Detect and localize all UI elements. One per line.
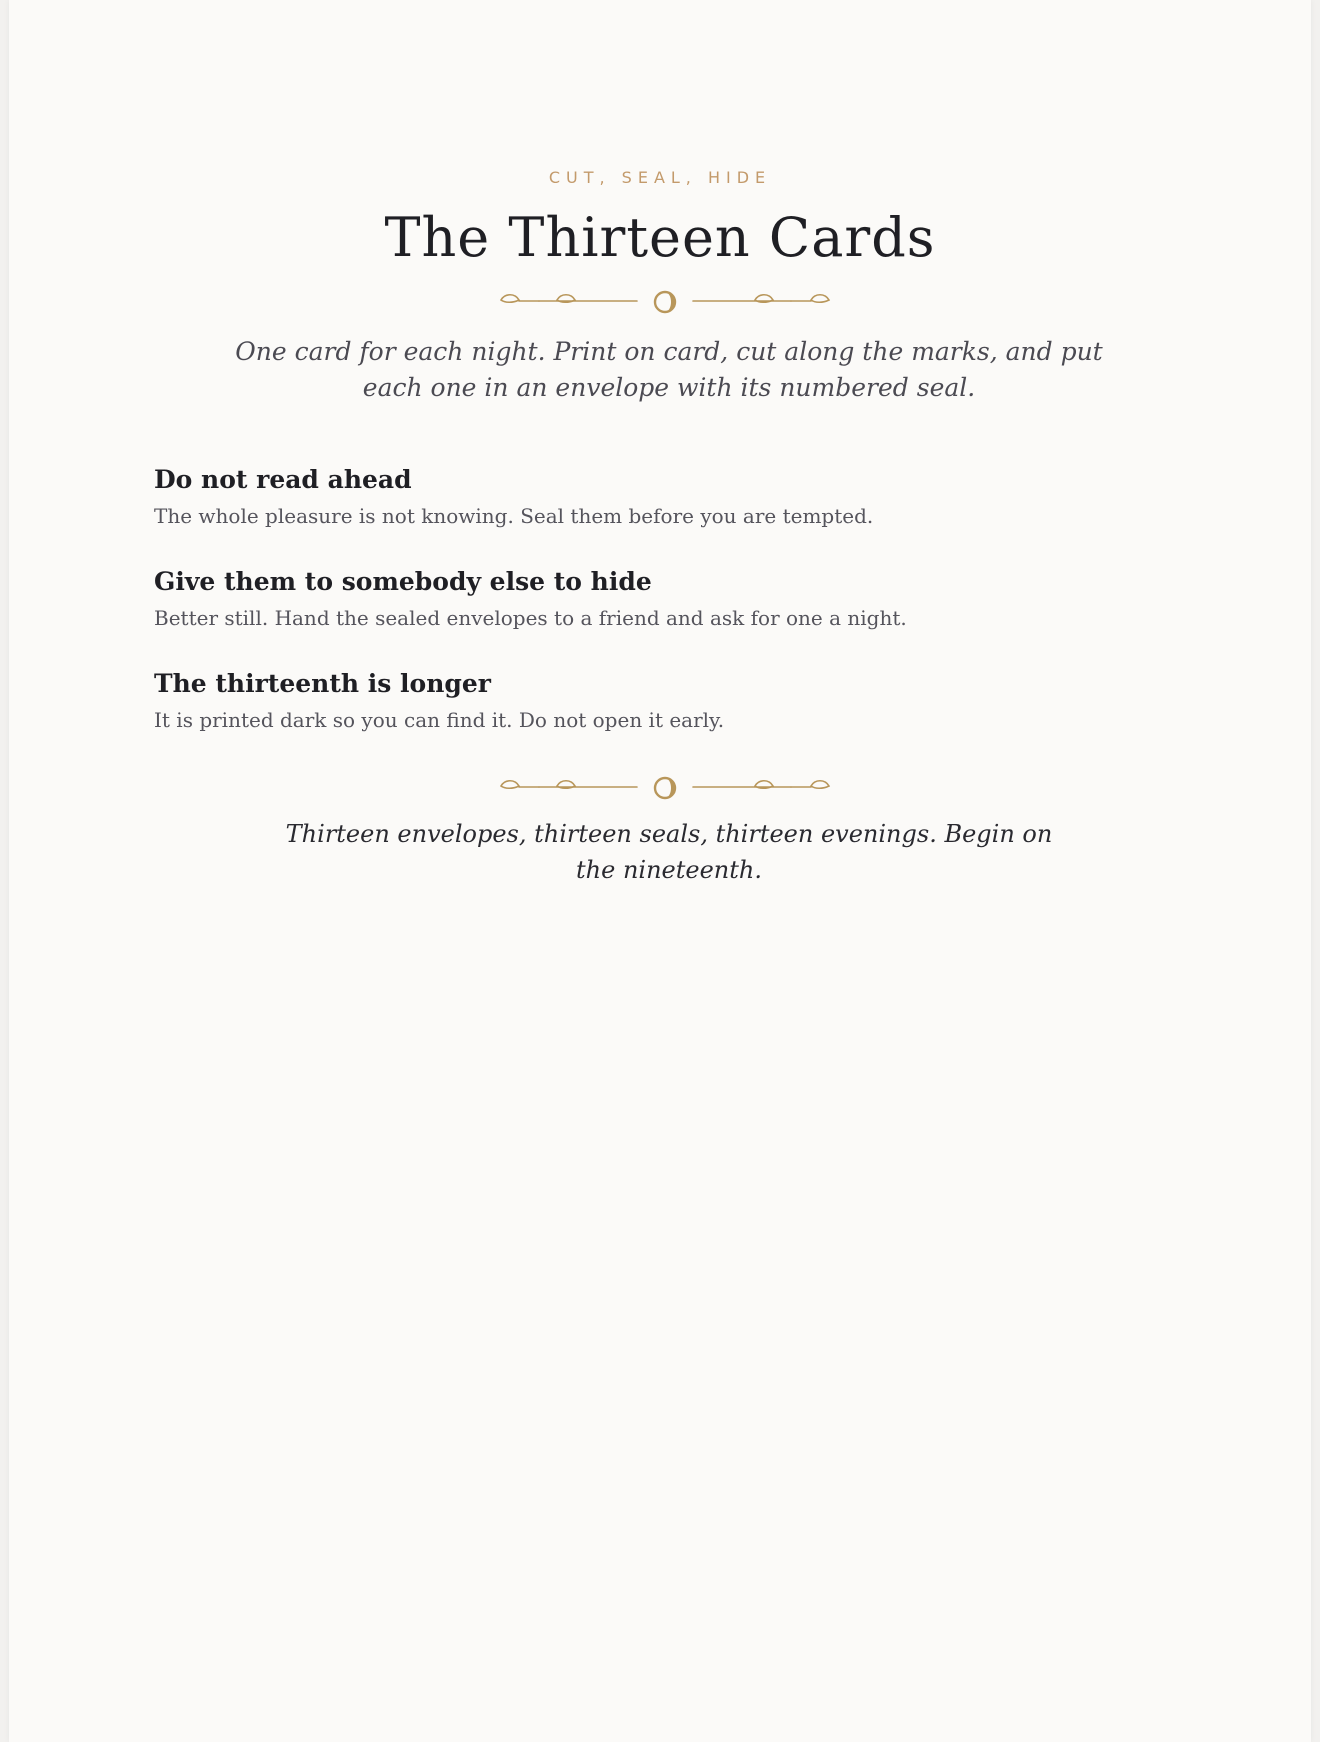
section-body: It is printed dark so you can find it. Do not open it early. (154, 708, 725, 732)
moon-divider-icon (491, 284, 839, 316)
page-title: The Thirteen Cards (384, 206, 936, 269)
section-thirteenth-longer (154, 668, 1194, 734)
page (9, 0, 1311, 1742)
section-body: Better still. Hand the sealed envelopes to a friend and ask for one a night. (154, 606, 907, 630)
section-heading: Do not read ahead (154, 465, 412, 494)
intro-text: One card for each night. Print on card, cut along the marks, and put each one in an envelope with its numbered seal. (235, 337, 1103, 402)
section-give-to-somebody (154, 566, 1194, 632)
eyebrow-label: CUT, SEAL, HIDE (548, 168, 772, 187)
closing-text: Thirteen envelopes, thirteen seals, thirteen evenings. Begin on the nineteenth. (285, 820, 1053, 884)
section-heading: The thirteenth is longer (154, 669, 491, 698)
section-do-not-read-ahead (154, 464, 1194, 530)
moon-divider-icon (491, 770, 839, 802)
section-heading: Give them to somebody else to hide (154, 567, 652, 596)
section-body: The whole pleasure is not knowing. Seal them before you are tempted. (154, 504, 874, 528)
